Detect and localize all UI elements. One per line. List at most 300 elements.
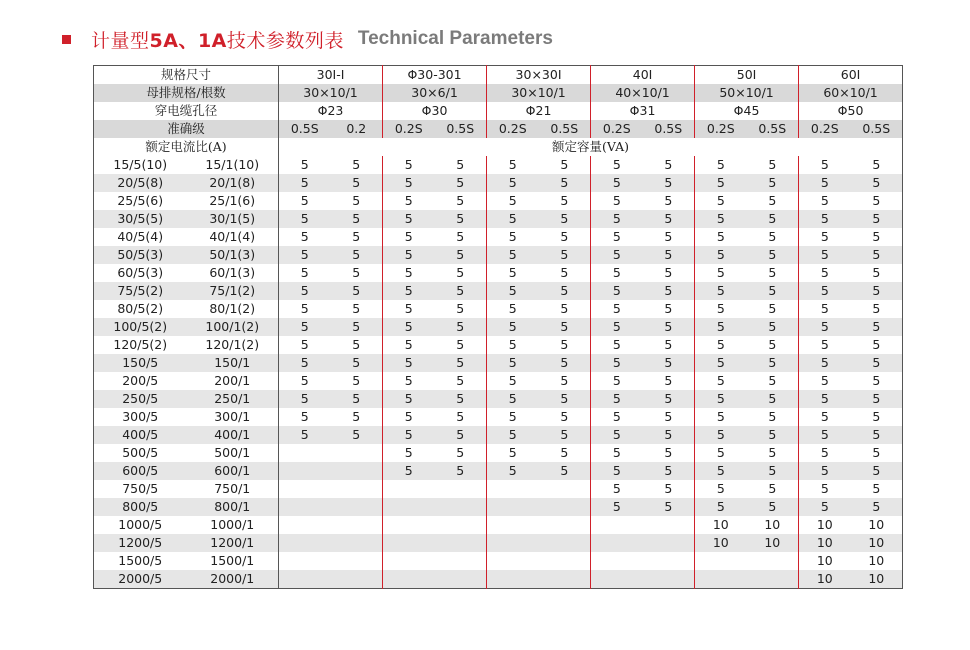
- capacity-cell: 5: [643, 318, 695, 336]
- capacity-cell: [487, 516, 539, 534]
- capacity-cell: 5: [383, 318, 435, 336]
- hole-cell: Φ21: [487, 102, 591, 120]
- capacity-cell: [539, 498, 591, 516]
- accuracy-cell: 0.5S: [539, 120, 591, 138]
- busbar-cell: 30×10/1: [279, 84, 383, 102]
- page-header: [62, 24, 553, 54]
- capacity-cell: 5: [747, 390, 799, 408]
- capacity-cell: [487, 570, 539, 589]
- capacity-cell: 5: [279, 192, 331, 210]
- capacity-cell: 10: [851, 534, 903, 552]
- capacity-cell: 10: [799, 570, 851, 589]
- capacity-cell: 5: [799, 444, 851, 462]
- capacity-cell: [383, 534, 435, 552]
- capacity-cell: 10: [695, 534, 747, 552]
- capacity-cell: 5: [851, 228, 903, 246]
- capacity-cell: [331, 534, 383, 552]
- capacity-cell: 5: [383, 300, 435, 318]
- capacity-cell: 5: [799, 354, 851, 372]
- capacity-cell: 5: [591, 354, 643, 372]
- capacity-cell: 5: [383, 282, 435, 300]
- ratio-1a-cell: 300/1: [187, 408, 279, 426]
- capacity-cell: 5: [591, 408, 643, 426]
- capacity-cell: 5: [331, 372, 383, 390]
- ratio-5a-cell: 250/5: [94, 390, 187, 408]
- capacity-cell: 10: [747, 534, 799, 552]
- capacity-cell: 5: [695, 444, 747, 462]
- capacity-cell: 5: [539, 444, 591, 462]
- capacity-cell: 5: [747, 462, 799, 480]
- ratio-5a-cell: 120/5(2): [94, 336, 187, 354]
- capacity-cell: [435, 552, 487, 570]
- capacity-cell: [487, 498, 539, 516]
- capacity-cell: [539, 570, 591, 589]
- capacity-cell: 5: [851, 246, 903, 264]
- capacity-cell: 5: [435, 444, 487, 462]
- capacity-cell: 5: [799, 408, 851, 426]
- ratio-1a-cell: 500/1: [187, 444, 279, 462]
- table-row: [94, 390, 903, 408]
- capacity-cell: 5: [487, 336, 539, 354]
- accuracy-cell: 0.5S: [851, 120, 903, 138]
- capacity-cell: 5: [747, 156, 799, 174]
- capacity-cell: 5: [643, 174, 695, 192]
- capacity-cell: 5: [799, 480, 851, 498]
- capacity-cell: 5: [331, 156, 383, 174]
- capacity-cell: 5: [487, 462, 539, 480]
- capacity-cell: [279, 516, 331, 534]
- hole-cell: Φ23: [279, 102, 383, 120]
- capacity-cell: 5: [591, 264, 643, 282]
- table-row: [94, 192, 903, 210]
- capacity-cell: 5: [539, 174, 591, 192]
- capacity-cell: 10: [851, 516, 903, 534]
- capacity-cell: [747, 552, 799, 570]
- ratio-5a-cell: 1500/5: [94, 552, 187, 570]
- capacity-cell: 5: [747, 282, 799, 300]
- spec-label: 规格尺寸: [94, 66, 279, 85]
- title-cn-bold: 5A、1A: [149, 29, 227, 52]
- capacity-cell: 5: [279, 336, 331, 354]
- capacity-cell: 5: [851, 156, 903, 174]
- accuracy-cell: 0.2S: [487, 120, 539, 138]
- table-row: [94, 372, 903, 390]
- capacity-cell: 5: [851, 336, 903, 354]
- title-cn-prefix: 计量型: [91, 29, 150, 52]
- ratio-1a-cell: 150/1: [187, 354, 279, 372]
- capacity-cell: 5: [539, 264, 591, 282]
- capacity-cell: [539, 480, 591, 498]
- accuracy-cell: 0.2S: [591, 120, 643, 138]
- technical-parameters-table: [93, 65, 903, 589]
- capacity-cell: 5: [331, 426, 383, 444]
- ratio-1a-cell: 25/1(6): [187, 192, 279, 210]
- capacity-cell: [643, 570, 695, 589]
- capacity-cell: [331, 444, 383, 462]
- capacity-cell: 5: [799, 318, 851, 336]
- capacity-cell: 5: [487, 426, 539, 444]
- capacity-cell: 5: [539, 462, 591, 480]
- capacity-cell: 5: [279, 426, 331, 444]
- capacity-cell: 5: [591, 174, 643, 192]
- capacity-cell: 5: [435, 282, 487, 300]
- ratio-5a-cell: 100/5(2): [94, 318, 187, 336]
- capacity-cell: 5: [799, 282, 851, 300]
- capacity-cell: 10: [747, 516, 799, 534]
- table-row: [94, 246, 903, 264]
- capacity-cell: 5: [851, 210, 903, 228]
- table-row: [94, 336, 903, 354]
- capacity-cell: 10: [695, 516, 747, 534]
- ratio-1a-cell: 600/1: [187, 462, 279, 480]
- capacity-cell: 5: [539, 372, 591, 390]
- capacity-cell: 5: [799, 228, 851, 246]
- accuracy-cell: 0.2S: [695, 120, 747, 138]
- capacity-cell: 5: [383, 354, 435, 372]
- capacity-cell: 5: [695, 192, 747, 210]
- capacity-cell: [591, 570, 643, 589]
- capacity-cell: 5: [331, 264, 383, 282]
- busbar-cell: 40×10/1: [591, 84, 695, 102]
- busbar-row: [94, 84, 903, 102]
- ratio-5a-cell: 200/5: [94, 372, 187, 390]
- capacity-cell: 5: [695, 282, 747, 300]
- capacity-cell: [331, 552, 383, 570]
- capacity-cell: 5: [383, 156, 435, 174]
- capacity-cell: 5: [487, 282, 539, 300]
- capacity-cell: 5: [643, 444, 695, 462]
- ratio-1a-cell: 1000/1: [187, 516, 279, 534]
- capacity-cell: 5: [695, 210, 747, 228]
- ratio-5a-cell: 50/5(3): [94, 246, 187, 264]
- capacity-cell: 5: [591, 498, 643, 516]
- capacity-cell: 5: [695, 318, 747, 336]
- capacity-cell: [539, 516, 591, 534]
- table-row: [94, 354, 903, 372]
- capacity-cell: 5: [747, 480, 799, 498]
- accuracy-cell: 0.2S: [383, 120, 435, 138]
- capacity-cell: 10: [799, 534, 851, 552]
- capacity-cell: 5: [591, 228, 643, 246]
- capacity-cell: 5: [643, 390, 695, 408]
- capacity-cell: 5: [539, 300, 591, 318]
- capacity-cell: 5: [851, 426, 903, 444]
- capacity-cell: 5: [279, 174, 331, 192]
- capacity-cell: 5: [279, 228, 331, 246]
- capacity-cell: 5: [851, 264, 903, 282]
- table-row: [94, 156, 903, 174]
- capacity-cell: 5: [539, 210, 591, 228]
- ratio-1a-cell: 250/1: [187, 390, 279, 408]
- capacity-cell: 5: [487, 318, 539, 336]
- capacity-cell: 5: [643, 282, 695, 300]
- capacity-cell: 10: [799, 552, 851, 570]
- capacity-cell: 5: [591, 462, 643, 480]
- capacity-cell: 5: [643, 372, 695, 390]
- model-cell: 30I-I: [279, 66, 383, 85]
- capacity-cell: [591, 534, 643, 552]
- capacity-cell: 5: [851, 318, 903, 336]
- capacity-cell: 5: [539, 408, 591, 426]
- capacity-cell: [331, 570, 383, 589]
- ratio-5a-cell: 1000/5: [94, 516, 187, 534]
- capacity-cell: [435, 480, 487, 498]
- capacity-cell: [279, 498, 331, 516]
- ratio-5a-cell: 40/5(4): [94, 228, 187, 246]
- capacity-cell: 5: [747, 372, 799, 390]
- capacity-cell: 5: [643, 462, 695, 480]
- capacity-cell: 5: [799, 192, 851, 210]
- capacity-cell: 5: [279, 282, 331, 300]
- capacity-cell: [591, 552, 643, 570]
- ratio-5a-cell: 400/5: [94, 426, 187, 444]
- table-row: [94, 210, 903, 228]
- capacity-cell: [435, 534, 487, 552]
- capacity-cell: 5: [747, 408, 799, 426]
- capacity-cell: 5: [747, 426, 799, 444]
- capacity-cell: 5: [331, 174, 383, 192]
- capacity-cell: [331, 498, 383, 516]
- capacity-cell: 5: [591, 210, 643, 228]
- model-cell: 50I: [695, 66, 799, 85]
- model-cell: 40I: [591, 66, 695, 85]
- capacity-cell: 5: [539, 246, 591, 264]
- capacity-cell: [435, 570, 487, 589]
- capacity-cell: 5: [591, 444, 643, 462]
- accuracy-cell: 0.5S: [643, 120, 695, 138]
- capacity-cell: 5: [695, 228, 747, 246]
- section-label-row: [94, 138, 903, 156]
- capacity-cell: 5: [643, 498, 695, 516]
- capacity-cell: 5: [539, 192, 591, 210]
- ratio-1a-cell: 2000/1: [187, 570, 279, 589]
- capacity-cell: 5: [591, 246, 643, 264]
- capacity-cell: 5: [851, 444, 903, 462]
- spec-row: [94, 66, 903, 85]
- ratio-1a-cell: 1500/1: [187, 552, 279, 570]
- capacity-cell: 5: [487, 246, 539, 264]
- capacity-cell: 5: [747, 300, 799, 318]
- ratio-5a-cell: 25/5(6): [94, 192, 187, 210]
- accuracy-cell: 0.2S: [799, 120, 851, 138]
- ratio-5a-cell: 80/5(2): [94, 300, 187, 318]
- capacity-cell: 5: [331, 390, 383, 408]
- capacity-cell: 5: [591, 156, 643, 174]
- ratio-1a-cell: 750/1: [187, 480, 279, 498]
- model-cell: 60I: [799, 66, 903, 85]
- capacity-cell: 5: [539, 426, 591, 444]
- capacity-cell: 5: [539, 282, 591, 300]
- capacity-cell: 5: [591, 282, 643, 300]
- capacity-cell: 5: [435, 156, 487, 174]
- capacity-cell: 5: [487, 192, 539, 210]
- capacity-cell: 5: [643, 264, 695, 282]
- capacity-cell: 5: [279, 408, 331, 426]
- table-row: [94, 570, 903, 589]
- capacity-cell: 5: [383, 390, 435, 408]
- capacity-cell: 5: [747, 336, 799, 354]
- capacity-cell: 5: [487, 444, 539, 462]
- capacity-cell: 5: [695, 390, 747, 408]
- ratio-5a-cell: 15/5(10): [94, 156, 187, 174]
- capacity-cell: 5: [487, 264, 539, 282]
- capacity-cell: [279, 570, 331, 589]
- capacity-cell: 5: [643, 480, 695, 498]
- capacity-cell: 5: [279, 264, 331, 282]
- capacity-cell: [331, 516, 383, 534]
- capacity-cell: [383, 552, 435, 570]
- capacity-cell: 5: [435, 318, 487, 336]
- ratio-1a-cell: 120/1(2): [187, 336, 279, 354]
- capacity-cell: [279, 480, 331, 498]
- ratio-1a-cell: 30/1(5): [187, 210, 279, 228]
- capacity-cell: 5: [643, 228, 695, 246]
- capacity-cell: 5: [487, 228, 539, 246]
- capacity-cell: 5: [643, 336, 695, 354]
- ratio-1a-cell: 15/1(10): [187, 156, 279, 174]
- capacity-cell: 5: [643, 408, 695, 426]
- capacity-cell: 5: [331, 192, 383, 210]
- ratio-5a-cell: 500/5: [94, 444, 187, 462]
- capacity-cell: [383, 516, 435, 534]
- capacity-cell: [643, 552, 695, 570]
- capacity-cell: [331, 480, 383, 498]
- capacity-cell: 10: [851, 570, 903, 589]
- capacity-cell: 5: [331, 246, 383, 264]
- capacity-cell: [279, 534, 331, 552]
- ratio-1a-cell: 80/1(2): [187, 300, 279, 318]
- table-row: [94, 444, 903, 462]
- capacity-cell: 5: [487, 156, 539, 174]
- table-row: [94, 408, 903, 426]
- hole-cell: Φ31: [591, 102, 695, 120]
- capacity-cell: 5: [279, 354, 331, 372]
- capacity-label: 额定容量(VA): [279, 138, 903, 156]
- ratio-5a-cell: 800/5: [94, 498, 187, 516]
- capacity-cell: 5: [539, 336, 591, 354]
- capacity-cell: 5: [435, 246, 487, 264]
- capacity-cell: 5: [747, 192, 799, 210]
- capacity-cell: 5: [487, 372, 539, 390]
- capacity-cell: [695, 570, 747, 589]
- ratio-1a-cell: 40/1(4): [187, 228, 279, 246]
- capacity-cell: 5: [695, 354, 747, 372]
- table-row: [94, 426, 903, 444]
- table-row: [94, 480, 903, 498]
- capacity-cell: 5: [383, 174, 435, 192]
- capacity-cell: [487, 480, 539, 498]
- capacity-cell: [383, 498, 435, 516]
- capacity-cell: 5: [591, 300, 643, 318]
- capacity-cell: 5: [539, 228, 591, 246]
- capacity-cell: 5: [695, 264, 747, 282]
- capacity-cell: 5: [643, 426, 695, 444]
- ratio-5a-cell: 30/5(5): [94, 210, 187, 228]
- capacity-cell: 5: [851, 390, 903, 408]
- busbar-cell: 30×6/1: [383, 84, 487, 102]
- ratio-5a-cell: 600/5: [94, 462, 187, 480]
- capacity-cell: 5: [331, 210, 383, 228]
- capacity-cell: 5: [539, 318, 591, 336]
- capacity-cell: 5: [851, 282, 903, 300]
- capacity-cell: 5: [435, 228, 487, 246]
- capacity-cell: 5: [851, 354, 903, 372]
- capacity-cell: 5: [383, 372, 435, 390]
- capacity-cell: 5: [331, 228, 383, 246]
- capacity-cell: 5: [591, 426, 643, 444]
- capacity-cell: 5: [799, 174, 851, 192]
- capacity-cell: 5: [851, 498, 903, 516]
- capacity-cell: 5: [435, 300, 487, 318]
- capacity-cell: 5: [435, 462, 487, 480]
- capacity-cell: 5: [383, 192, 435, 210]
- capacity-cell: 5: [383, 228, 435, 246]
- capacity-cell: 5: [851, 372, 903, 390]
- capacity-cell: [643, 516, 695, 534]
- capacity-cell: 5: [383, 336, 435, 354]
- capacity-cell: 5: [851, 192, 903, 210]
- capacity-cell: 5: [695, 498, 747, 516]
- capacity-cell: 5: [747, 174, 799, 192]
- capacity-cell: 5: [851, 174, 903, 192]
- capacity-cell: 5: [279, 390, 331, 408]
- ratio-label: 额定电流比(A): [94, 138, 279, 156]
- capacity-cell: 5: [279, 318, 331, 336]
- table-row: [94, 552, 903, 570]
- capacity-cell: [539, 552, 591, 570]
- capacity-cell: 5: [851, 480, 903, 498]
- capacity-cell: 5: [747, 228, 799, 246]
- table-row: [94, 318, 903, 336]
- capacity-cell: 5: [487, 210, 539, 228]
- capacity-cell: 5: [331, 354, 383, 372]
- hole-cell: Φ45: [695, 102, 799, 120]
- capacity-cell: [695, 552, 747, 570]
- capacity-cell: 5: [383, 408, 435, 426]
- capacity-cell: 5: [747, 444, 799, 462]
- capacity-cell: 5: [487, 300, 539, 318]
- capacity-cell: 5: [643, 210, 695, 228]
- capacity-cell: 5: [799, 372, 851, 390]
- capacity-cell: 5: [695, 372, 747, 390]
- capacity-cell: [435, 516, 487, 534]
- page-title-cn: [91, 26, 344, 53]
- table-row: [94, 282, 903, 300]
- capacity-cell: 5: [799, 246, 851, 264]
- page-title-en: Technical Parameters: [357, 28, 553, 49]
- table-body: [94, 66, 903, 589]
- capacity-cell: 5: [487, 354, 539, 372]
- capacity-cell: 5: [591, 390, 643, 408]
- table-row: [94, 462, 903, 480]
- capacity-cell: 5: [383, 426, 435, 444]
- capacity-cell: 5: [799, 426, 851, 444]
- ratio-1a-cell: 75/1(2): [187, 282, 279, 300]
- capacity-cell: 5: [435, 192, 487, 210]
- capacity-cell: [487, 534, 539, 552]
- capacity-cell: 5: [799, 300, 851, 318]
- ratio-1a-cell: 400/1: [187, 426, 279, 444]
- table-row: [94, 516, 903, 534]
- capacity-cell: 5: [799, 156, 851, 174]
- hole-cell: Φ50: [799, 102, 903, 120]
- capacity-cell: 5: [383, 444, 435, 462]
- title-cn-suffix: 技术参数列表: [226, 29, 344, 52]
- ratio-1a-cell: 100/1(2): [187, 318, 279, 336]
- capacity-cell: 5: [799, 498, 851, 516]
- ratio-5a-cell: 300/5: [94, 408, 187, 426]
- capacity-cell: 5: [643, 156, 695, 174]
